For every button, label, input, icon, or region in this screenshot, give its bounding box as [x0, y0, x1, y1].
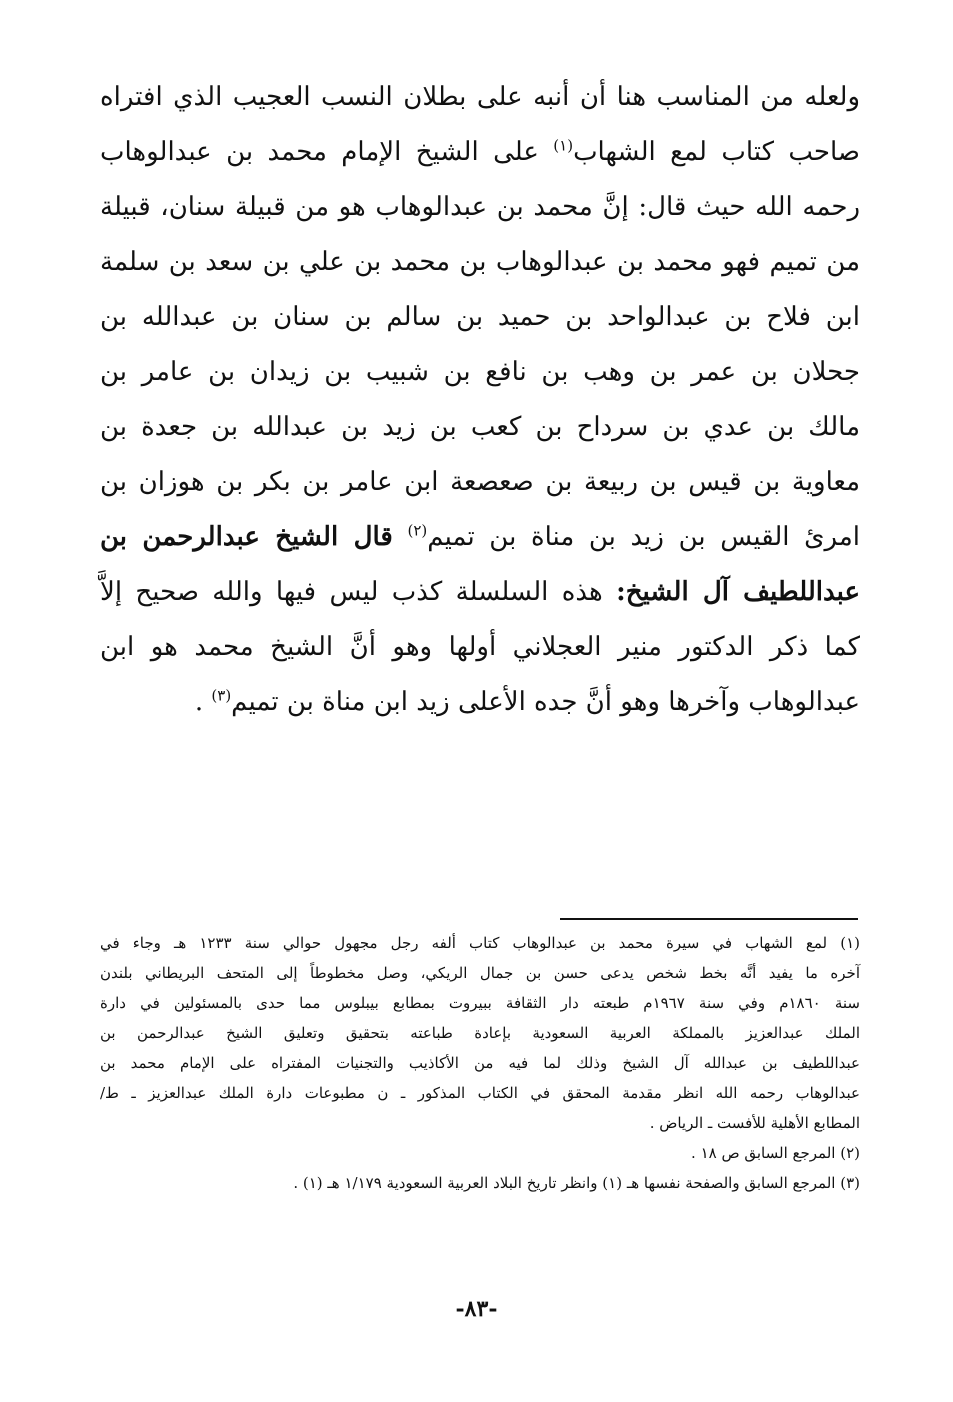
body-line-6: جحلان بن عمر بن وهب بن نافع بن شبيب بن زيدان بن عامر بن — [100, 357, 860, 387]
footnote-1-line-3: سنة ١٨٦٠م وفي سنة ١٩٦٧م طبعته دار الثقافة ببيروت بمطابع بيبلوس مما حدى بالمسئولين في دارة — [100, 994, 860, 1012]
footnote-1-line-4: الملك عبدالعزيز بالمملكة العربية السعودية بإعادة طباعته بتحقيق وتعليق الشيخ عبدالرحمن بن — [100, 1024, 860, 1042]
page-number: -٨٣- — [455, 1296, 498, 1322]
main-text-block — [100, 70, 860, 730]
footnote-1-line-7: المطابع الأهلية للأفست ـ الرياض . — [649, 1114, 860, 1132]
footnote-2: (٢) المرجع السابق ص ١٨ . — [691, 1144, 860, 1162]
body-line-10 — [100, 565, 860, 620]
body-line-4: من تميم فهو محمد بن عبدالوهاب بن محمد بن علي بن سعد بن سلمة — [100, 247, 860, 277]
quote-speaker-bold-cont: عبداللطيف آل الشيخ: — [616, 577, 860, 607]
body-line-5: ابن فلاح بن عبدالواحد بن حميد بن سالم بن سنان بن عبدالله بن — [100, 302, 860, 332]
footnote-3: (٣) المرجع السابق والصفحة نفسها هـ (١) وانظر تاريخ البلاد العربية السعودية ١/١٧٩ هـ (١) . — [293, 1174, 860, 1192]
body-line-2 — [100, 125, 860, 180]
body-line-2-rest: على الشيخ الإمام محمد بن عبدالوهاب — [100, 137, 539, 167]
body-line-3: رحمه الله حيث قال: إنَّ محمد بن عبدالوهاب هو من قبيلة سنان، قبيلة — [100, 192, 860, 222]
footnotes-block — [100, 928, 860, 1198]
footnote-1-line-1: (١) لمع الشهاب في سيرة محمد بن عبدالوهاب كتاب ألفه رجل مجهول حوالي سنة ١٢٣٣ هـ وجاء في — [100, 934, 860, 952]
closing-text: عبدالوهاب وآخرها وهو أنَّ جده الأعلى زيد ابن مناة بن تميم — [231, 687, 860, 717]
body-line-8: معاوية بن قيس بن ربيعة بن صعصعة ابن عامر بن بكر بن هوزان بن — [100, 467, 860, 497]
book-title-text: صاحب كتاب لمع الشهاب — [573, 137, 860, 167]
footnote-ref-1: (١) — [553, 136, 574, 155]
quote-text: هذه السلسلة كذب ليس فيها والله صحيح إلاَّ — [100, 577, 603, 607]
body-line-11: كما ذكر الدكتور منير العجلاني أولها وهو أنَّ الشيخ محمد هو ابن — [100, 632, 860, 662]
footnote-1-line-2: آخره ما يفيد أنَّه بخط شخص يدعى حسن بن جمال الريكي، وصل مخطوطاً إلى المتحف البريطاني بلندن — [100, 964, 860, 982]
quote-speaker-bold: قال الشيخ عبدالرحمن بن — [100, 522, 393, 552]
footnote-1-line-5: عبداللطيف بن عبدالله آل الشيخ وذلك لما فيه من الأكاذيب والتجنيات المفتراه على الإمام محمد بن — [100, 1054, 860, 1072]
body-line-1: ولعله من المناسب هنا أن أنبه على بطلان النسب العجيب الذي افتراه — [100, 82, 860, 112]
footnote-ref-3: (٣) — [211, 686, 232, 705]
footnote-1-line-6: عبدالوهاب رحمه الله انظر مقدمة المحقق في الكتاب المذكور ـ ن مطبوعات دارة الملك عبدالعزيز ـ ط/ — [100, 1084, 860, 1102]
footnote-divider — [560, 918, 858, 920]
closing-period: . — [194, 687, 204, 717]
lineage-end-text: امرئ القيس بن زيد بن مناة بن تميم — [427, 522, 860, 552]
body-line-9 — [100, 510, 860, 565]
footnote-ref-2: (٢) — [407, 521, 428, 540]
body-line-7: مالك بن عدي بن سرداح بن كعب بن زيد بن عبدالله بن جعدة بن — [100, 412, 860, 442]
body-line-12 — [100, 675, 860, 730]
